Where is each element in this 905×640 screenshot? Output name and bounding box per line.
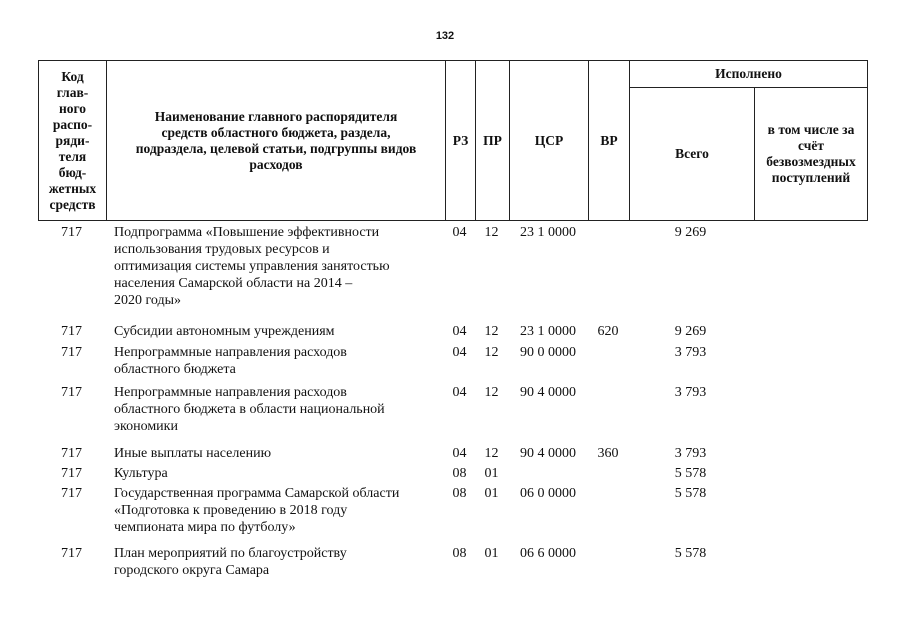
row-csr: 90 0 0000 <box>520 345 576 360</box>
header-gratis-line: счёт <box>798 138 824 153</box>
row-csr: 23 1 0000 <box>520 225 576 240</box>
header-vr <box>588 60 629 221</box>
row-rz: 08 <box>452 486 467 501</box>
row-name-line: Непрограммные направления расходов <box>114 345 347 360</box>
row-code: 717 <box>61 225 82 240</box>
row-pr: 12 <box>484 225 499 240</box>
header-total-label: Всего <box>675 146 709 161</box>
row-name-line: Подпрограмма «Повышение эффективности <box>114 225 380 240</box>
row-code: 717 <box>61 546 82 561</box>
header-code-line: средств <box>49 196 96 212</box>
row-total: 5 578 <box>674 486 707 501</box>
header-executed <box>629 60 868 87</box>
row-name-line: оптимизация системы управления занятостью <box>114 259 390 274</box>
header-code-line: Код <box>61 68 84 84</box>
row-name-line: 2020 годы» <box>114 293 182 308</box>
row-code: 717 <box>61 345 82 360</box>
row-pr: 01 <box>484 486 499 501</box>
row-name-line: Культура <box>114 466 168 481</box>
row-total: 3 793 <box>674 385 707 400</box>
row-pr: 12 <box>484 324 499 339</box>
row-name-line: чемпионата мира по футболу» <box>114 520 296 535</box>
header-gratis <box>754 87 868 221</box>
header-total <box>629 87 754 221</box>
row-name-line: областного бюджета <box>114 362 236 377</box>
row-total: 3 793 <box>674 446 707 461</box>
row-code: 717 <box>61 466 82 481</box>
header-executed-label: Исполнено <box>715 66 782 81</box>
row-csr: 06 0 0000 <box>520 486 576 501</box>
header-gratis-line: поступлений <box>771 170 851 185</box>
row-code: 717 <box>61 385 82 400</box>
row-name <box>114 224 444 309</box>
row-name-line: населения Самарской области на 2014 – <box>114 276 353 291</box>
row-rz: 04 <box>452 345 467 360</box>
header-gratis-line: в том числе за <box>767 122 855 137</box>
row-name <box>114 485 444 536</box>
row-rz: 04 <box>452 324 467 339</box>
row-name-line: Государственная программа Самарской области <box>114 486 400 501</box>
header-csr-label: ЦСР <box>534 132 564 148</box>
row-name <box>114 465 444 482</box>
row-name <box>114 445 444 462</box>
row-rz: 04 <box>452 225 467 240</box>
row-total: 3 793 <box>674 345 707 360</box>
header-name-line: подраздела, целевой статьи, подгруппы видов <box>135 140 417 156</box>
row-pr: 12 <box>484 385 499 400</box>
header-code-line: бюд- <box>58 164 87 180</box>
row-code: 717 <box>61 324 82 339</box>
row-name-line: Субсидии автономным учреждениям <box>114 324 335 339</box>
row-csr: 06 6 0000 <box>520 546 576 561</box>
header-code-line: глав- <box>56 84 89 100</box>
header-rz <box>445 60 475 221</box>
header-code-line: теля <box>58 148 87 164</box>
row-csr: 90 4 0000 <box>520 385 576 400</box>
row-vr: 360 <box>597 446 619 461</box>
header-code-line: жетных <box>48 180 97 196</box>
header-code-line: распо- <box>52 116 93 132</box>
header-name-line: средств областного бюджета, раздела, <box>161 124 391 140</box>
header-code-line: ряди- <box>55 132 90 148</box>
header-csr <box>509 60 588 221</box>
row-pr: 12 <box>484 446 499 461</box>
header-rz-label: РЗ <box>452 132 469 148</box>
row-name-line: План мероприятий по благоустройству <box>114 546 347 561</box>
row-name-line: использования трудовых ресурсов и <box>114 242 330 257</box>
row-vr: 620 <box>597 324 619 339</box>
row-name <box>114 545 444 579</box>
row-pr: 12 <box>484 345 499 360</box>
page-number: 132 <box>435 30 455 42</box>
header-code-line: ного <box>58 100 87 116</box>
row-rz: 04 <box>452 446 467 461</box>
row-name-line: Иные выплаты населению <box>114 446 272 461</box>
row-pr: 01 <box>484 466 499 481</box>
header-gratis-line: безвозмездных <box>766 154 856 169</box>
header-pr <box>475 60 509 221</box>
row-rz: 04 <box>452 385 467 400</box>
row-name-line: Непрограммные направления расходов <box>114 385 347 400</box>
row-name-line: «Подготовка к проведению в 2018 году <box>114 503 348 518</box>
row-csr: 23 1 0000 <box>520 324 576 339</box>
row-rz: 08 <box>452 466 467 481</box>
row-total: 5 578 <box>674 466 707 481</box>
row-rz: 08 <box>452 546 467 561</box>
row-code: 717 <box>61 446 82 461</box>
header-name <box>106 60 445 221</box>
row-name <box>114 323 444 340</box>
table-header <box>38 60 868 221</box>
row-code: 717 <box>61 486 82 501</box>
row-name <box>114 384 444 435</box>
row-total: 9 269 <box>674 225 707 240</box>
header-pr-label: ПР <box>483 132 502 148</box>
row-name-line: экономики <box>114 419 178 434</box>
row-csr: 90 4 0000 <box>520 446 576 461</box>
row-name-line: областного бюджета в области национальной <box>114 402 385 417</box>
header-code <box>38 60 106 221</box>
row-pr: 01 <box>484 546 499 561</box>
header-vr-label: ВР <box>600 132 618 148</box>
header-name-line: Наименование главного распорядителя <box>154 108 398 124</box>
row-name <box>114 344 444 378</box>
row-total: 5 578 <box>674 546 707 561</box>
row-total: 9 269 <box>674 324 707 339</box>
row-name-line: городского округа Самара <box>114 563 270 578</box>
header-name-line: расходов <box>249 156 303 172</box>
